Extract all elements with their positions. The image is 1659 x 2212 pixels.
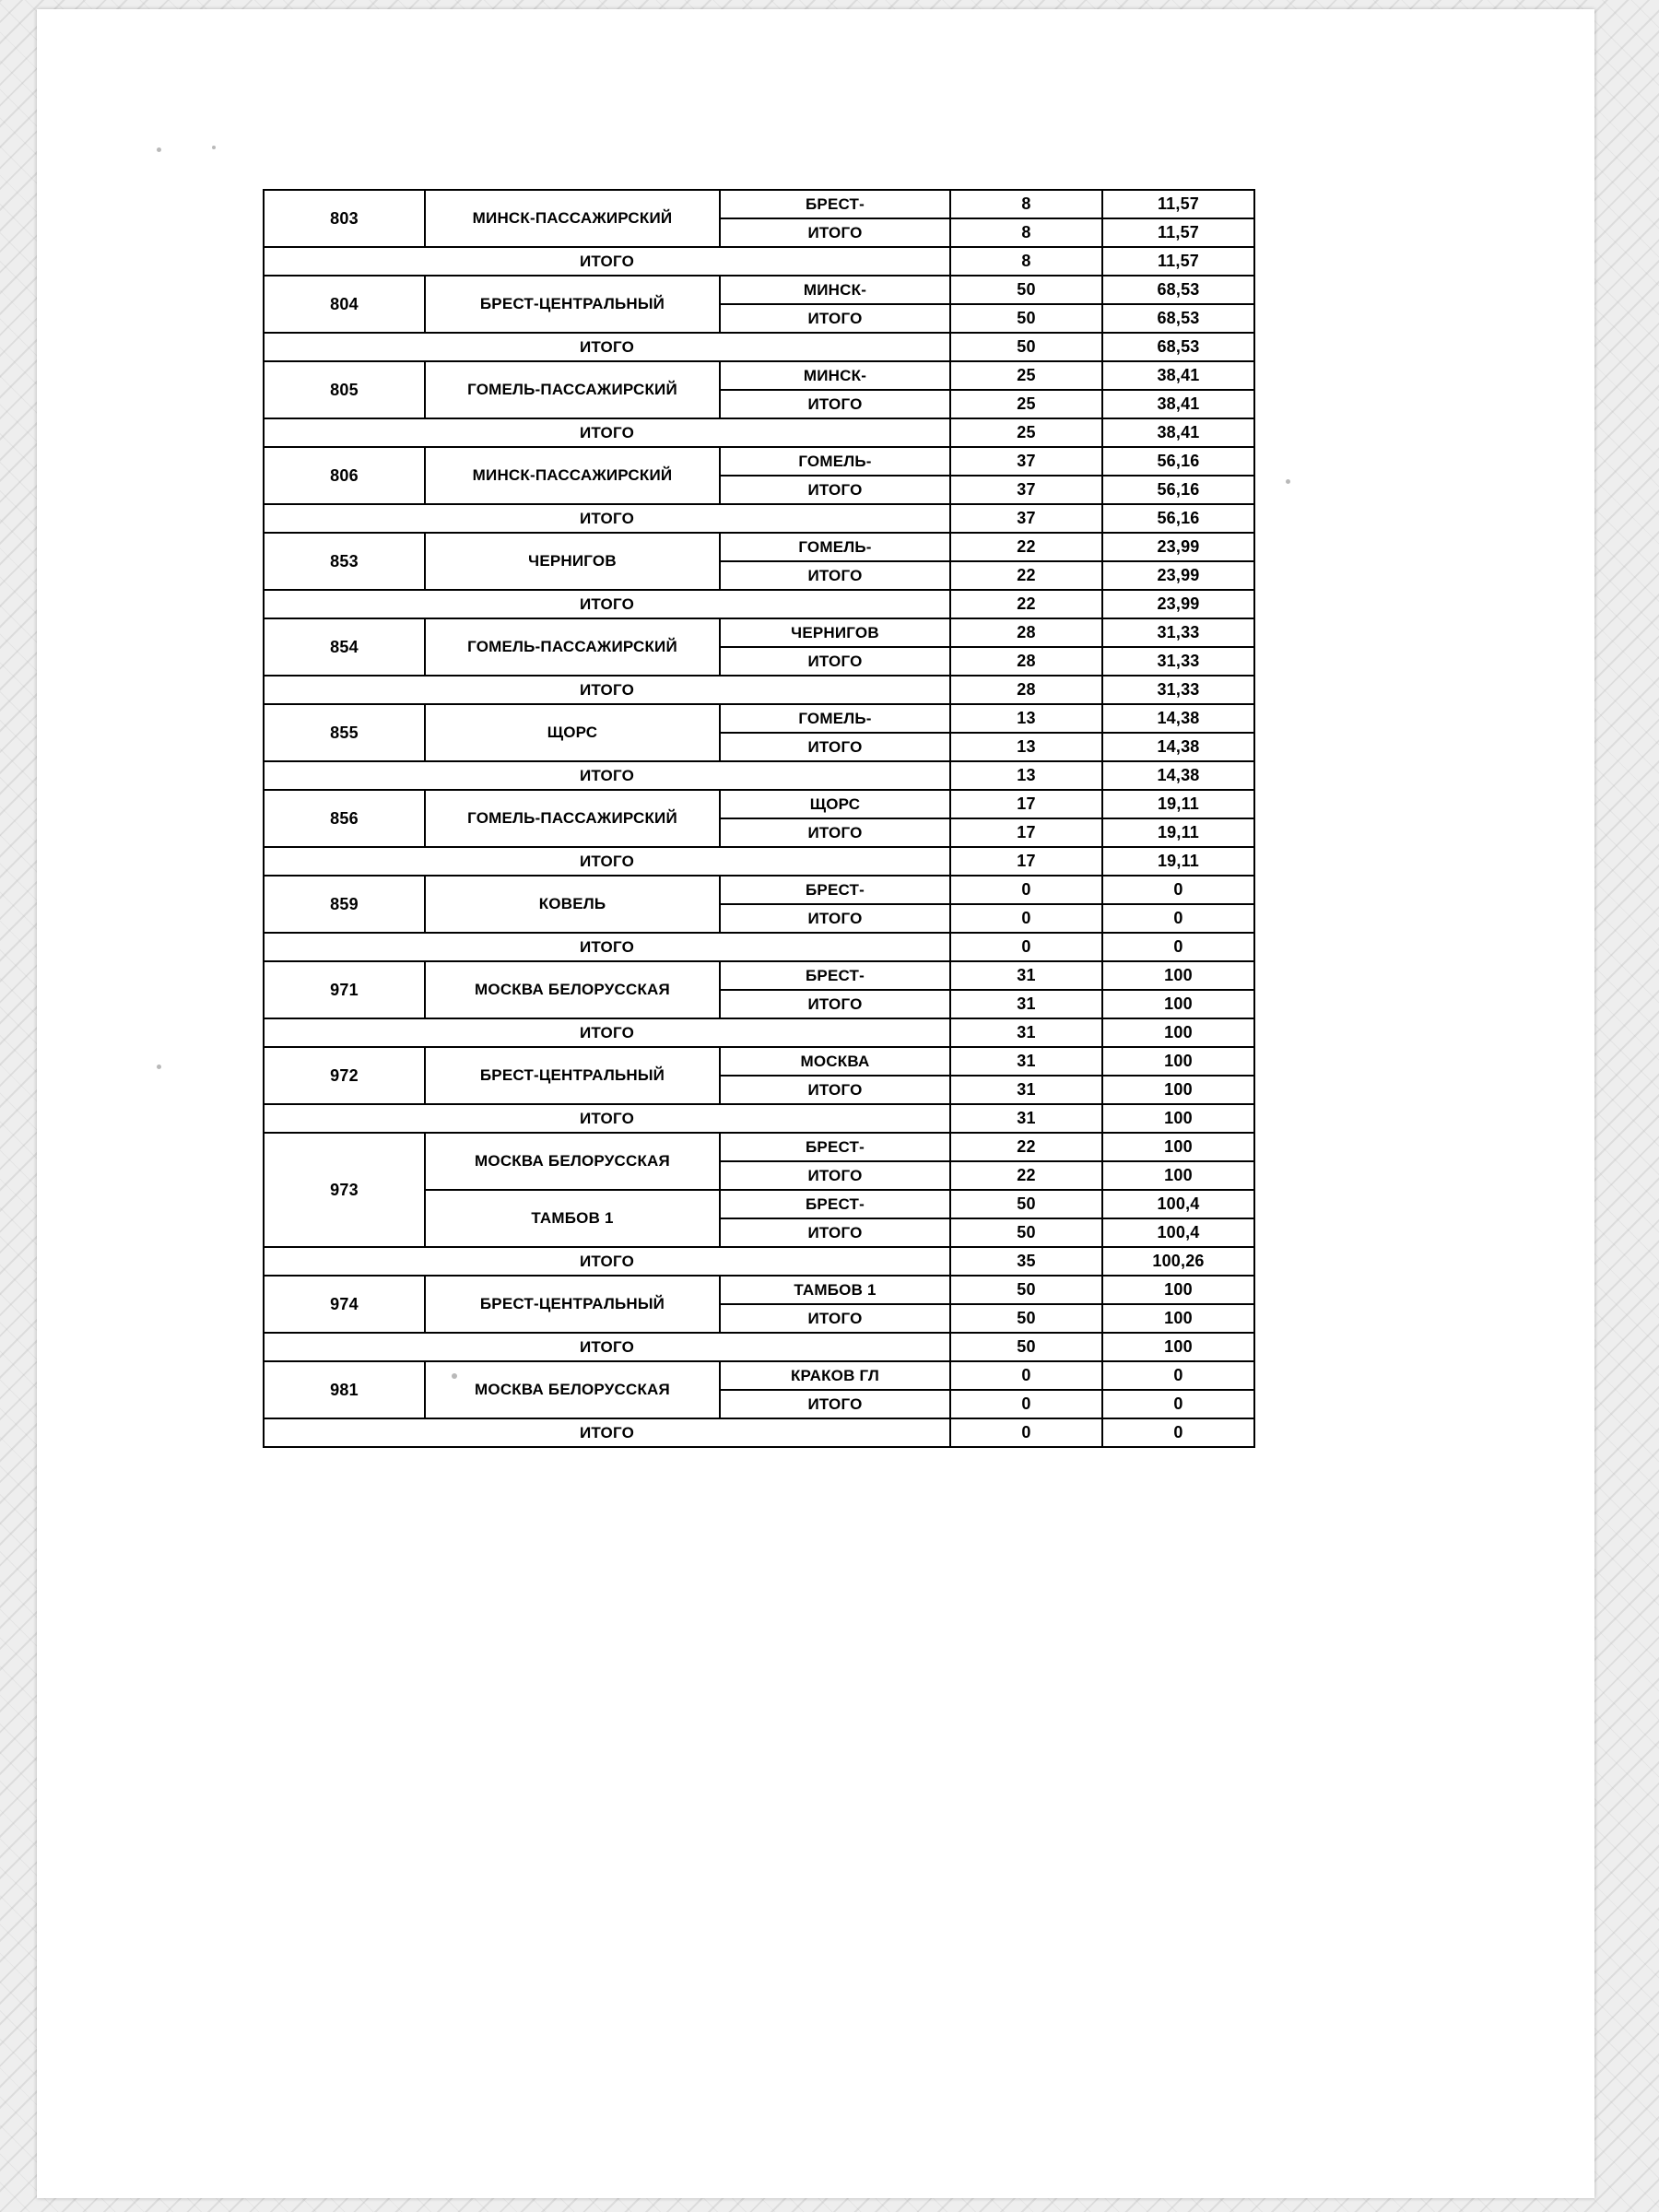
group-total-label: ИТОГО [264, 247, 950, 276]
group-total-label: ИТОГО [264, 1333, 950, 1361]
percent-value: 100 [1102, 1276, 1254, 1304]
table-total-row [264, 418, 1254, 447]
train-number: 856 [264, 790, 425, 847]
table-total-row [264, 847, 1254, 876]
count-value: 25 [950, 390, 1102, 418]
group-total-label: ИТОГО [264, 1018, 950, 1047]
scan-speck [157, 147, 161, 152]
scan-speck [157, 1065, 161, 1069]
percent-value: 100 [1102, 990, 1254, 1018]
group-total-label: ИТОГО [264, 761, 950, 790]
station-from: ТАМБОВ 1 [425, 1190, 720, 1247]
percent-value: 68,53 [1102, 276, 1254, 304]
percent-value: 100,4 [1102, 1218, 1254, 1247]
group-total-label: ИТОГО [264, 590, 950, 618]
group-total-count: 8 [950, 247, 1102, 276]
station-to-total: ИТОГО [720, 1076, 950, 1104]
group-total-percent: 0 [1102, 1418, 1254, 1447]
group-total-label: ИТОГО [264, 504, 950, 533]
report-table [263, 189, 1255, 1448]
percent-value: 0 [1102, 904, 1254, 933]
percent-value: 100 [1102, 1304, 1254, 1333]
table-total-row [264, 590, 1254, 618]
group-total-count: 28 [950, 676, 1102, 704]
group-total-label: ИТОГО [264, 418, 950, 447]
count-value: 13 [950, 733, 1102, 761]
train-number: 981 [264, 1361, 425, 1418]
percent-value: 19,11 [1102, 818, 1254, 847]
table-row [264, 1133, 1254, 1161]
group-total-percent: 100 [1102, 1333, 1254, 1361]
percent-value: 14,38 [1102, 733, 1254, 761]
group-total-percent: 100 [1102, 1104, 1254, 1133]
count-value: 37 [950, 476, 1102, 504]
group-total-percent: 100,26 [1102, 1247, 1254, 1276]
table-row [264, 361, 1254, 390]
count-value: 0 [950, 1390, 1102, 1418]
percent-value: 31,33 [1102, 647, 1254, 676]
group-total-percent: 56,16 [1102, 504, 1254, 533]
train-number: 854 [264, 618, 425, 676]
train-number: 803 [264, 190, 425, 247]
percent-value: 19,11 [1102, 790, 1254, 818]
train-number: 972 [264, 1047, 425, 1104]
table-total-row [264, 761, 1254, 790]
station-to: БРЕСТ- [720, 876, 950, 904]
group-total-count: 50 [950, 1333, 1102, 1361]
table-total-row [264, 1333, 1254, 1361]
station-from: БРЕСТ-ЦЕНТРАЛЬНЫЙ [425, 1276, 720, 1333]
station-to-total: ИТОГО [720, 476, 950, 504]
group-total-label: ИТОГО [264, 1418, 950, 1447]
station-to: МИНСК- [720, 276, 950, 304]
station-to: ГОМЕЛЬ- [720, 447, 950, 476]
train-number: 804 [264, 276, 425, 333]
count-value: 25 [950, 361, 1102, 390]
count-value: 22 [950, 533, 1102, 561]
group-total-percent: 11,57 [1102, 247, 1254, 276]
table-row [264, 1276, 1254, 1304]
station-to: ТАМБОВ 1 [720, 1276, 950, 1304]
scan-speck [1286, 479, 1290, 484]
percent-value: 23,99 [1102, 561, 1254, 590]
count-value: 8 [950, 218, 1102, 247]
group-total-count: 37 [950, 504, 1102, 533]
count-value: 28 [950, 618, 1102, 647]
table-total-row [264, 247, 1254, 276]
station-to: МИНСК- [720, 361, 950, 390]
count-value: 31 [950, 1047, 1102, 1076]
group-total-label: ИТОГО [264, 1247, 950, 1276]
group-total-percent: 68,53 [1102, 333, 1254, 361]
table-total-row [264, 504, 1254, 533]
station-to-total: ИТОГО [720, 561, 950, 590]
group-total-percent: 14,38 [1102, 761, 1254, 790]
table-row [264, 190, 1254, 218]
table-total-row [264, 1104, 1254, 1133]
station-to-total: ИТОГО [720, 1161, 950, 1190]
station-to-total: ИТОГО [720, 1390, 950, 1418]
group-total-percent: 100 [1102, 1018, 1254, 1047]
station-to: ЧЕРНИГОВ [720, 618, 950, 647]
scan-speck [212, 146, 216, 149]
station-from: ГОМЕЛЬ-ПАССАЖИРСКИЙ [425, 361, 720, 418]
percent-value: 100 [1102, 1133, 1254, 1161]
count-value: 0 [950, 904, 1102, 933]
table-row [264, 1047, 1254, 1076]
count-value: 0 [950, 1361, 1102, 1390]
group-total-count: 50 [950, 333, 1102, 361]
table-total-row [264, 676, 1254, 704]
count-value: 50 [950, 1276, 1102, 1304]
train-number: 806 [264, 447, 425, 504]
count-value: 37 [950, 447, 1102, 476]
group-total-count: 13 [950, 761, 1102, 790]
count-value: 28 [950, 647, 1102, 676]
count-value: 17 [950, 790, 1102, 818]
station-to-total: ИТОГО [720, 1218, 950, 1247]
station-from: КОВЕЛЬ [425, 876, 720, 933]
group-total-percent: 38,41 [1102, 418, 1254, 447]
count-value: 8 [950, 190, 1102, 218]
percent-value: 11,57 [1102, 218, 1254, 247]
station-from: ГОМЕЛЬ-ПАССАЖИРСКИЙ [425, 790, 720, 847]
station-to: БРЕСТ- [720, 1133, 950, 1161]
table-row [264, 876, 1254, 904]
group-total-label: ИТОГО [264, 847, 950, 876]
count-value: 50 [950, 1218, 1102, 1247]
table-row [264, 704, 1254, 733]
station-from: МОСКВА БЕЛОРУССКАЯ [425, 1133, 720, 1190]
group-total-count: 31 [950, 1104, 1102, 1133]
train-number: 971 [264, 961, 425, 1018]
station-to: ЩОРС [720, 790, 950, 818]
group-total-count: 25 [950, 418, 1102, 447]
table-row [264, 1361, 1254, 1390]
report-table-container [263, 189, 1253, 1448]
table-total-row [264, 333, 1254, 361]
station-from: БРЕСТ-ЦЕНТРАЛЬНЫЙ [425, 1047, 720, 1104]
count-value: 17 [950, 818, 1102, 847]
group-total-count: 17 [950, 847, 1102, 876]
table-row [264, 276, 1254, 304]
count-value: 13 [950, 704, 1102, 733]
station-from: ЩОРС [425, 704, 720, 761]
percent-value: 0 [1102, 1390, 1254, 1418]
station-from: МИНСК-ПАССАЖИРСКИЙ [425, 447, 720, 504]
count-value: 0 [950, 876, 1102, 904]
group-total-count: 31 [950, 1018, 1102, 1047]
station-from: ГОМЕЛЬ-ПАССАЖИРСКИЙ [425, 618, 720, 676]
station-to-total: ИТОГО [720, 218, 950, 247]
station-to-total: ИТОГО [720, 990, 950, 1018]
station-to-total: ИТОГО [720, 733, 950, 761]
station-to-total: ИТОГО [720, 647, 950, 676]
count-value: 22 [950, 561, 1102, 590]
percent-value: 23,99 [1102, 533, 1254, 561]
table-row [264, 447, 1254, 476]
table-row [264, 961, 1254, 990]
table-total-row [264, 933, 1254, 961]
percent-value: 31,33 [1102, 618, 1254, 647]
count-value: 22 [950, 1161, 1102, 1190]
table-total-row [264, 1247, 1254, 1276]
percent-value: 100 [1102, 1161, 1254, 1190]
group-total-count: 35 [950, 1247, 1102, 1276]
train-number: 805 [264, 361, 425, 418]
group-total-label: ИТОГО [264, 933, 950, 961]
percent-value: 100 [1102, 1076, 1254, 1104]
station-to: ГОМЕЛЬ- [720, 704, 950, 733]
train-number: 973 [264, 1133, 425, 1247]
percent-value: 14,38 [1102, 704, 1254, 733]
count-value: 31 [950, 990, 1102, 1018]
station-to: ГОМЕЛЬ- [720, 533, 950, 561]
station-to-total: ИТОГО [720, 904, 950, 933]
percent-value: 38,41 [1102, 361, 1254, 390]
station-from: МИНСК-ПАССАЖИРСКИЙ [425, 190, 720, 247]
group-total-percent: 0 [1102, 933, 1254, 961]
percent-value: 0 [1102, 1361, 1254, 1390]
count-value: 50 [950, 1304, 1102, 1333]
percent-value: 56,16 [1102, 447, 1254, 476]
table-row [264, 790, 1254, 818]
table-total-row [264, 1018, 1254, 1047]
station-to: КРАКОВ ГЛ [720, 1361, 950, 1390]
percent-value: 100 [1102, 961, 1254, 990]
count-value: 50 [950, 304, 1102, 333]
percent-value: 0 [1102, 876, 1254, 904]
station-to-total: ИТОГО [720, 390, 950, 418]
percent-value: 100 [1102, 1047, 1254, 1076]
count-value: 31 [950, 1076, 1102, 1104]
percent-value: 68,53 [1102, 304, 1254, 333]
percent-value: 11,57 [1102, 190, 1254, 218]
group-total-label: ИТОГО [264, 1104, 950, 1133]
percent-value: 100,4 [1102, 1190, 1254, 1218]
station-to-total: ИТОГО [720, 818, 950, 847]
train-number: 974 [264, 1276, 425, 1333]
table-row [264, 533, 1254, 561]
percent-value: 56,16 [1102, 476, 1254, 504]
station-from: ЧЕРНИГОВ [425, 533, 720, 590]
train-number: 853 [264, 533, 425, 590]
group-total-count: 0 [950, 1418, 1102, 1447]
group-total-count: 22 [950, 590, 1102, 618]
station-from: БРЕСТ-ЦЕНТРАЛЬНЫЙ [425, 276, 720, 333]
group-total-percent: 31,33 [1102, 676, 1254, 704]
group-total-percent: 19,11 [1102, 847, 1254, 876]
count-value: 31 [950, 961, 1102, 990]
station-from: МОСКВА БЕЛОРУССКАЯ [425, 961, 720, 1018]
percent-value: 38,41 [1102, 390, 1254, 418]
train-number: 855 [264, 704, 425, 761]
group-total-percent: 23,99 [1102, 590, 1254, 618]
train-number: 859 [264, 876, 425, 933]
count-value: 50 [950, 1190, 1102, 1218]
table-row [264, 618, 1254, 647]
group-total-label: ИТОГО [264, 676, 950, 704]
group-total-count: 0 [950, 933, 1102, 961]
report-table-body [264, 190, 1254, 1447]
station-from: МОСКВА БЕЛОРУССКАЯ [425, 1361, 720, 1418]
group-total-label: ИТОГО [264, 333, 950, 361]
document-page [37, 9, 1594, 2198]
table-total-row [264, 1418, 1254, 1447]
station-to-total: ИТОГО [720, 304, 950, 333]
station-to: БРЕСТ- [720, 1190, 950, 1218]
count-value: 50 [950, 276, 1102, 304]
count-value: 22 [950, 1133, 1102, 1161]
station-to: МОСКВА [720, 1047, 950, 1076]
station-to: БРЕСТ- [720, 190, 950, 218]
station-to: БРЕСТ- [720, 961, 950, 990]
station-to-total: ИТОГО [720, 1304, 950, 1333]
